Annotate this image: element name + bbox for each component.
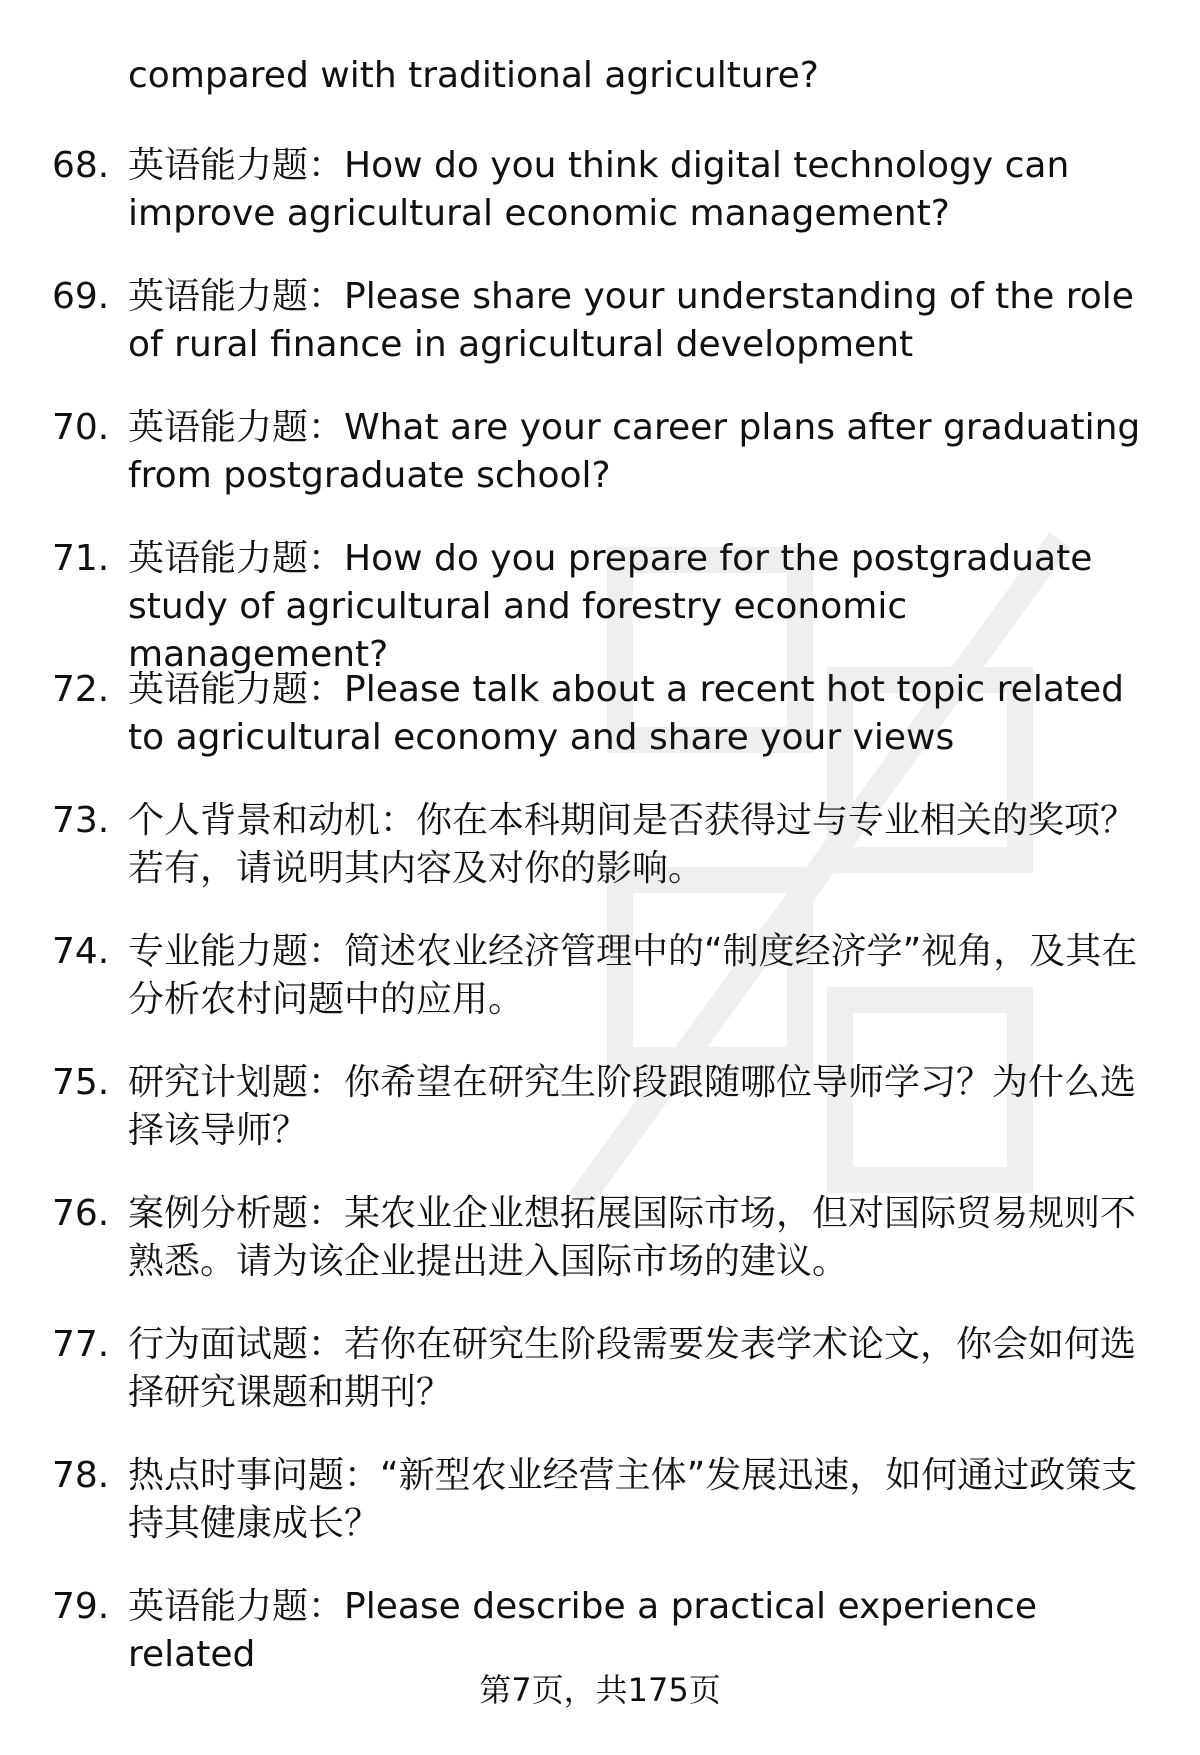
question-item	[0, 797, 1200, 928]
question-item	[0, 1059, 1200, 1190]
question-item	[0, 666, 1200, 797]
question-item	[0, 1452, 1200, 1583]
question-item	[0, 1190, 1200, 1321]
question-number: 73.	[52, 800, 110, 841]
question-item	[0, 535, 1200, 675]
question-item	[0, 142, 1200, 273]
question-text: 英语能力题：How do you prepare for the postgraduate study of agricultural and forestry economic management?	[128, 538, 1093, 675]
question-text: 英语能力题：Please describe a practical experience related	[128, 1586, 1038, 1675]
question-text: 英语能力题：Please share your understanding of the role of rural finance in agricultural development	[128, 276, 1134, 365]
question-number: 77.	[52, 1324, 110, 1365]
question-list	[0, 142, 1200, 1714]
page-footer: 第7页，共175页	[479, 1671, 721, 1709]
question-item	[0, 273, 1200, 404]
question-text: 英语能力题：How do you think digital technology can improve agricultural economic management?	[128, 145, 1070, 234]
question-text: 热点时事问题：“新型农业经营主体”发展迅速，如何通过政策支持其健康成长？	[128, 1455, 1138, 1544]
question-item	[0, 928, 1200, 1059]
question-number: 68.	[52, 145, 110, 186]
question-number: 78.	[52, 1455, 110, 1496]
question-text: 专业能力题：简述农业经济管理中的“制度经济学”视角，及其在分析农村问题中的应用。	[128, 931, 1138, 1020]
question-text: 英语能力题：What are your career plans after graduating from postgraduate school?	[128, 407, 1141, 496]
question-number: 70.	[52, 407, 110, 448]
question-number: 71.	[52, 538, 110, 579]
continuation-text: compared with traditional agriculture?	[128, 55, 819, 96]
question-number: 79.	[52, 1586, 110, 1627]
question-number: 75.	[52, 1062, 110, 1103]
question-number: 72.	[52, 669, 110, 710]
question-number: 69.	[52, 276, 110, 317]
question-text: 个人背景和动机：你在本科期间是否获得过与专业相关的奖项？若有，请说明其内容及对你的影响。	[128, 800, 1137, 889]
question-number: 74.	[52, 931, 110, 972]
question-item	[0, 1321, 1200, 1452]
question-number: 76.	[52, 1193, 110, 1234]
question-item	[0, 404, 1200, 535]
question-text: 案例分析题：某农业企业想拓展国际市场，但对国际贸易规则不熟悉。请为该企业提出进入国际市场的建议。	[128, 1193, 1137, 1282]
question-text: 行为面试题：若你在研究生阶段需要发表学术论文，你会如何选择研究课题和期刊？	[128, 1324, 1137, 1413]
question-text: 研究计划题：你希望在研究生阶段跟随哪位导师学习？为什么选择该导师？	[128, 1062, 1137, 1151]
question-text: 英语能力题：Please talk about a recent hot topic related to agricultural economy and share your views	[128, 669, 1124, 758]
